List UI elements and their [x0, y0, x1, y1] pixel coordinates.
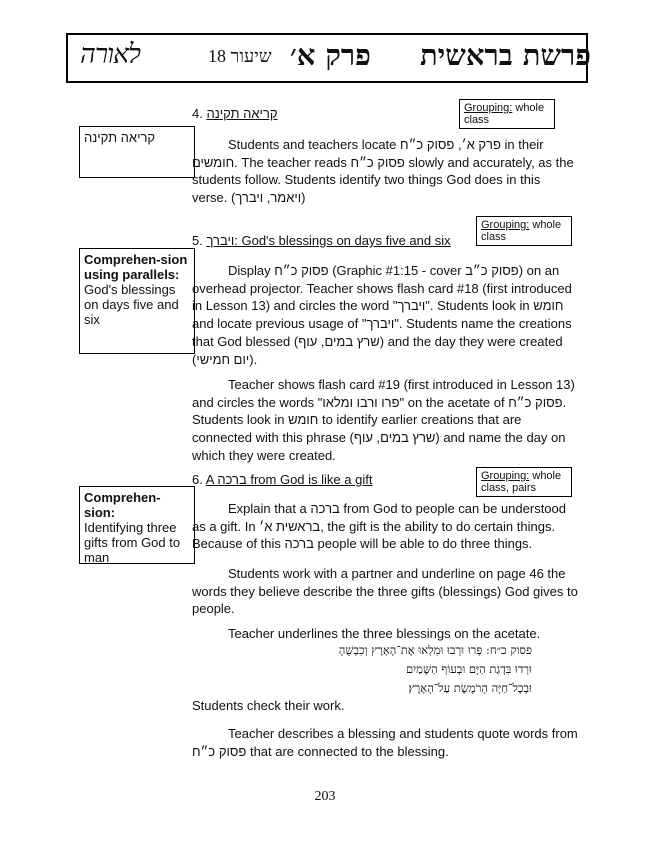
sidebar-note-gifts [79, 486, 195, 564]
paragraph-text: Display פסוק כ״ח (Graphic #1:15 - cover פסוק כ״ב) on an overhead projector. Teacher shows flash card #18 (first introduced in Lesson 13) and circles the word "ויברך". Students look in חומש and locate previous usage of "ויברך". Students name the creations that God blessed (שרץ במים, עוף) and the day they were created (יום חמישי). [192, 263, 572, 367]
verse-line-3: וּבְכָל־חַיָּה הָרֹמֶשֶׂת עַל־הָאָרֶץ׃ [408, 681, 532, 695]
section-heading-4 [192, 106, 278, 121]
paragraph-text: Students and teachers locate פרק א׳, פסוק כ״ח in their חומשים. The teacher reads פסוק כ״ח slowly and accurately, as the students follow. Students identify two things God does in this verse. (ויאמר, ויברך) [192, 137, 574, 206]
parasha-title: פרשת בראשית [420, 38, 591, 72]
sidebar-note-text: Identifying three gifts from God to man [84, 520, 181, 565]
lesson-number: 18 [208, 46, 226, 66]
section-title: from God is like a gift [246, 472, 373, 487]
section-heading-5 [192, 233, 451, 248]
paragraph [192, 565, 579, 618]
grouping-box [476, 216, 572, 246]
lesson-label [208, 46, 272, 67]
sidebar-note-text: God's blessings on days five and six [84, 282, 179, 327]
section-title: קריאה תקינה [206, 106, 278, 121]
paragraph-text: Students check their work. [192, 698, 345, 713]
section-number: 5. [192, 233, 203, 248]
sidebar-note-reading [79, 126, 195, 178]
grouping-label: Grouping: [464, 102, 513, 114]
paragraph [192, 697, 579, 715]
grouping-value: whole class [464, 102, 545, 126]
paragraph-text: Teacher underlines the three blessings on the acetate. [228, 626, 541, 641]
paragraph-text: Teacher shows flash card #19 (first introduced in Lesson 13) and circles the words "פרו ורבו ומלאו" on the acetate of פסוק כ״ח. Students look in חומש to identify earlier creations that are connected with this phrase (שרץ במים, עוף) and name the day on which they were created. [192, 377, 575, 463]
verse-line-1 [336, 641, 532, 660]
paragraph [192, 500, 579, 553]
paragraph-text: Explain that a ברכה from God to people can be understood as a gift. In בראשית א׳, the gift is the ability to do certain things. Because of this ברכה people will be able to do three things. [192, 501, 567, 552]
sidebar-note-title: Comprehen-sion using parallels: [84, 252, 188, 282]
grouping-label: Grouping: [481, 219, 530, 231]
grouping-box [476, 467, 572, 497]
sidebar-note-title: Comprehen-sion: [84, 490, 161, 520]
verse-line-2: וּרְדוּ בִּדְגַת הַיָּם וּבְעוֹף הַשָּׁמַיִם [405, 662, 532, 676]
paragraph-text: Teacher describes a blessing and students quote words from פסוק כ״ח that are connected to the blessing. [192, 726, 578, 759]
section-title-hebrew: ברכה [217, 472, 247, 487]
logo: לאורה [80, 39, 140, 70]
verse-label: פסוק כ״ח: [486, 643, 532, 657]
grouping-value: whole class [481, 219, 562, 243]
section-heading-6 [192, 472, 372, 487]
grouping-label: Grouping: [481, 470, 530, 482]
sidebar-note-parallels [79, 248, 195, 354]
section-number: 6. [192, 472, 203, 487]
section-number: 4. [192, 106, 203, 121]
section-title-hebrew: ויברך [206, 233, 235, 248]
grouping-box [459, 99, 555, 129]
paragraph [192, 376, 579, 465]
paragraph [192, 725, 579, 760]
verse-block [336, 641, 532, 698]
lesson-word: שיעור [230, 46, 272, 66]
chapter-title: פרק א׳ [290, 38, 371, 72]
verse-text: פְּרוּ וּרְבוּ וּמִלְאוּ אֶת־הָאָרֶץ וְכִבְשֻׁהָ [338, 643, 483, 657]
section-title: : God's blessings on days five and six [234, 233, 451, 248]
paragraph [192, 136, 579, 207]
grouping-value: whole class, pairs [481, 470, 562, 494]
paragraph-text: Students work with a partner and underline on page 46 the words they believe describe the three gifts (blessings) God gives to people. [192, 566, 578, 617]
page-number: 203 [314, 789, 336, 804]
section-title: A [205, 472, 218, 487]
sidebar-note-text: קריאה תקינה [84, 130, 156, 145]
paragraph [192, 262, 579, 368]
